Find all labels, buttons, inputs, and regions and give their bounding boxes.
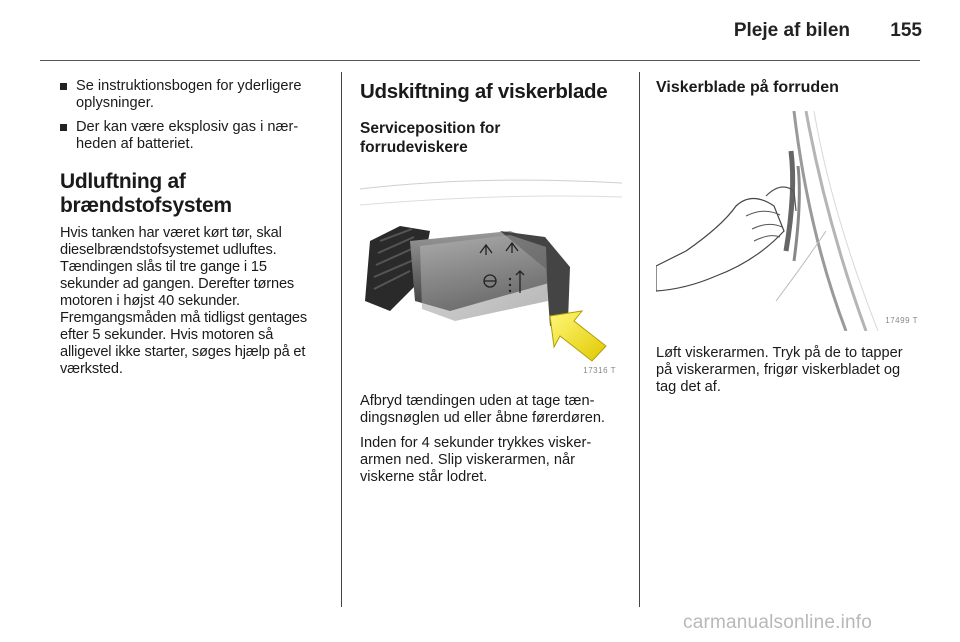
windshield-blade-illustration bbox=[656, 111, 922, 331]
section-heading-windshield-blades: Viskerblade på forruden bbox=[656, 79, 839, 96]
bullet-square-icon bbox=[60, 83, 67, 90]
figure-code: 17499 T bbox=[885, 316, 918, 325]
page-number: 155 bbox=[890, 20, 922, 41]
bullet-item bbox=[60, 119, 330, 153]
paragraph: Afbryd tændingen uden at tage tændingsnøglen ud eller åbne førerdøren. bbox=[360, 393, 605, 426]
bullet-item bbox=[60, 78, 330, 112]
remove-blade-paragraph: Løft viskerarmen. Tryk på de to tapper på viskerarmen, frigør viskerbladet og tag det af. bbox=[656, 345, 903, 395]
fuel-paragraph: Hvis tanken har været kørt tør, skal dieselbrændstofsystemet udluftes. Tændingen slås til tre gange i 15 sekunder ad gangen. Derefter tørnes motoren i højst 40 sekunder. Fremgangsmåden må tidligst gentages efter 5 sekunder. Hvis motoren så alligevel ikke starter, søges hjælp på et værksted. bbox=[60, 225, 308, 377]
watermark-text: carmanualsonline.info bbox=[683, 612, 873, 633]
wiper-instructions bbox=[360, 393, 622, 486]
paragraph: Inden for 4 sekunder trykkes viskerarmen ned. Slip viskerarmen, når viskerne står lodret. bbox=[360, 435, 592, 485]
column-1 bbox=[60, 78, 330, 378]
page-title: Pleje af bilen bbox=[733, 20, 850, 41]
column-3 bbox=[656, 78, 924, 396]
subheading-service-position: Serviceposition for forrudeviskere bbox=[360, 120, 501, 156]
bullet-square-icon bbox=[60, 124, 67, 131]
bullet-text: Der kan være eksplosiv gas i nærheden af batteriet. bbox=[76, 119, 299, 152]
section-heading-wiper: Udskiftning af viskerblade bbox=[360, 80, 608, 103]
figure-wiper-stalk bbox=[360, 171, 622, 381]
column-2 bbox=[360, 80, 625, 494]
column-divider-right bbox=[639, 72, 640, 607]
header-divider bbox=[40, 60, 920, 61]
figure-code: 17316 T bbox=[583, 366, 616, 375]
section-heading-fuel: Udluftning af brændstofsystem bbox=[60, 170, 232, 217]
bullet-text: Se instruktionsbogen for yderligere oplysninger. bbox=[76, 78, 302, 111]
wiper-stalk-illustration bbox=[360, 171, 622, 381]
figure-windshield-blade bbox=[656, 111, 922, 331]
column-divider-left bbox=[341, 72, 342, 607]
